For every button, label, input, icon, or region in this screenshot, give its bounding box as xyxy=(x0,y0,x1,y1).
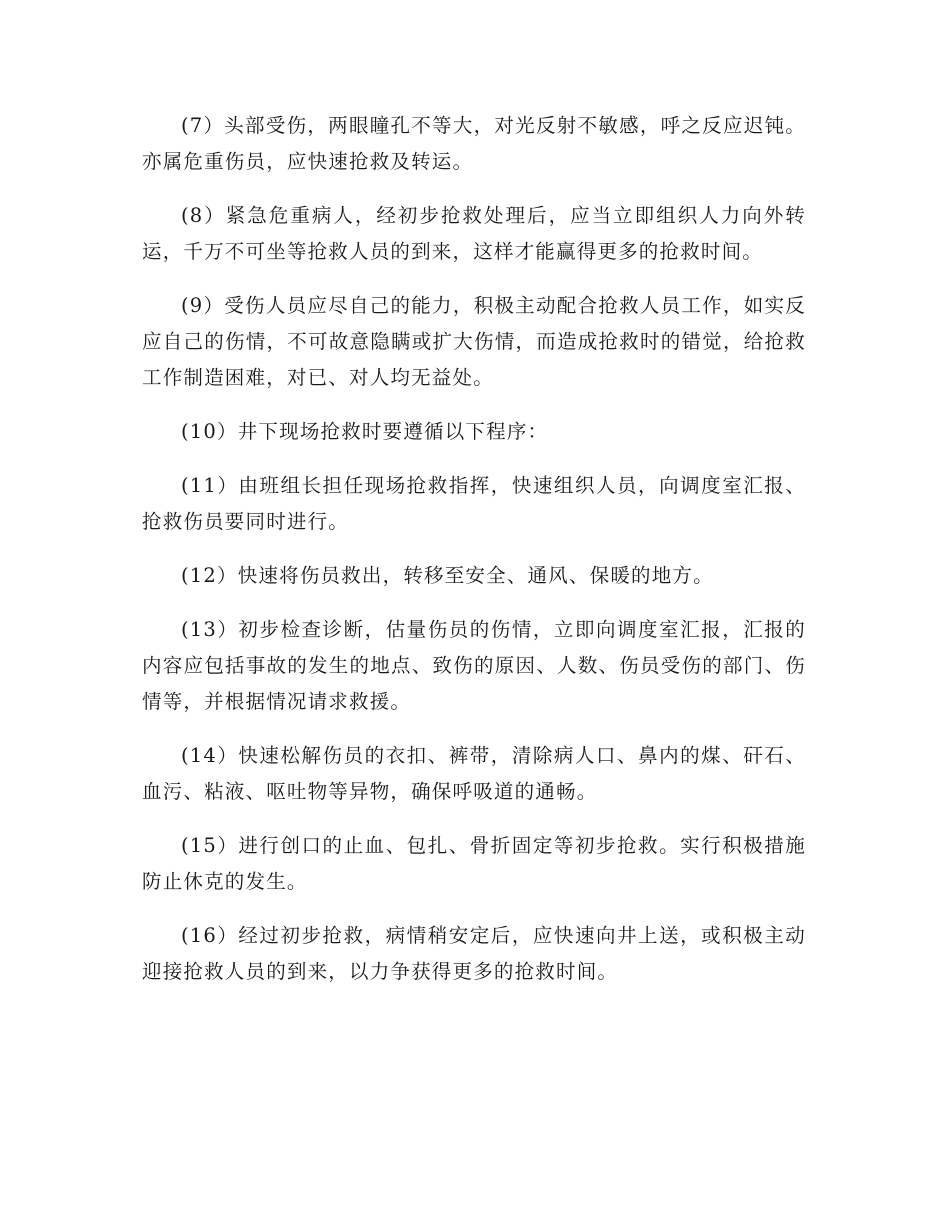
paragraph-10: (10）井下现场抢救时要遵循以下程序： xyxy=(181,420,549,443)
paragraph-13: (13）初步检查诊断，估量伤员的伤情，立即向调度室汇报，汇报的内容应包括事故的发生的地点、致伤的原因、人数、伤员受伤的部门、伤情等，并根据情况请求救援。 xyxy=(142,618,806,713)
paragraph-16: (16）经过初步抢救，病情稍安定后，应快速向井上送，或积极主动迎接抢救人员的到来，以力争获得更多的抢救时间。 xyxy=(142,924,806,983)
document-body xyxy=(142,108,806,1008)
paragraph-7: (7）头部受伤，两眼瞳孔不等大，对光反射不敏感，呼之反应迟钝。亦属危重伤员，应快速抢救及转运。 xyxy=(142,114,806,173)
paragraph-11: (11）由班组长担任现场抢救指挥，快速组织人员，向调度室汇报、抢救伤员要同时进行。 xyxy=(142,474,806,533)
paragraph-12: (12）快速将伤员救出，转移至安全、通风、保暖的地方。 xyxy=(181,564,714,587)
paragraph-9: (9）受伤人员应尽自己的能力，积极主动配合抢救人员工作，如实反应自己的伤情，不可故意隐瞒或扩大伤情，而造成抢救时的错觉，给抢救工作制造困难，对已、对人均无益处。 xyxy=(142,294,806,389)
paragraph-15: (15）进行创口的止血、包扎、骨折固定等初步抢救。实行积极措施防止休克的发生。 xyxy=(142,834,806,893)
paragraph-14: (14）快速松解伤员的衣扣、裤带，清除病人口、鼻内的煤、矸石、血污、粘液、呕吐物等异物，确保呼吸道的通畅。 xyxy=(142,744,806,803)
paragraph-8: (8）紧急危重病人，经初步抢救处理后，应当立即组织人力向外转运，千万不可坐等抢救人员的到来，这样才能赢得更多的抢救时间。 xyxy=(142,204,806,263)
